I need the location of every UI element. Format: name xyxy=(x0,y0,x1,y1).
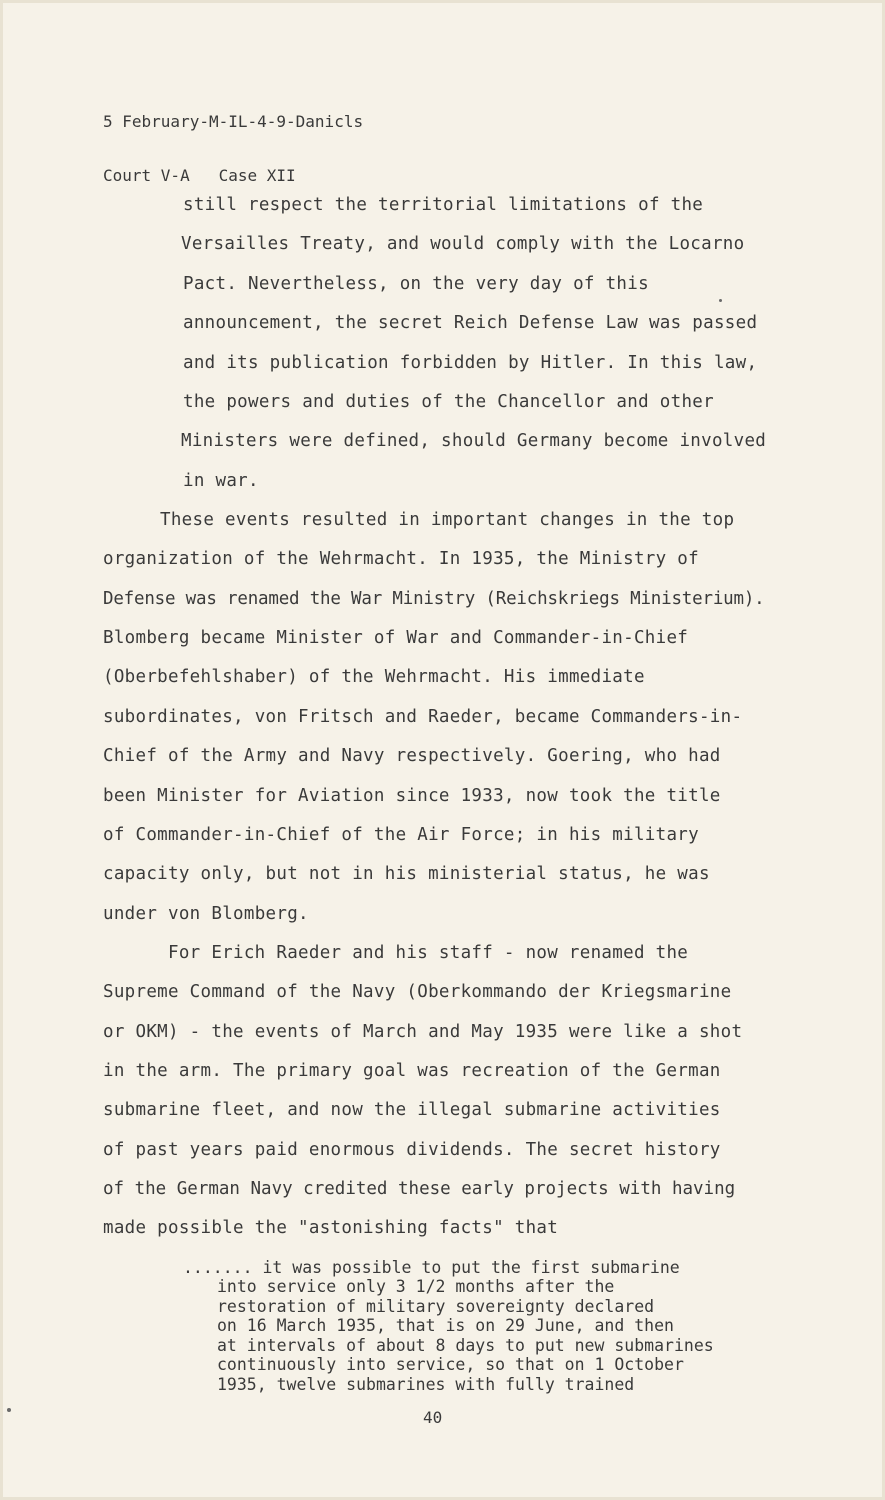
quote-line: on 16 March 1935, that is on 29 June, and then xyxy=(217,1316,674,1335)
body-line: and its publication forbidden by Hitler. In this law, xyxy=(183,353,758,373)
body-line: Blomberg became Minister of War and Commander-in-Chief xyxy=(103,628,689,648)
quote-line: at intervals of about 8 days to put new submarines xyxy=(217,1336,714,1355)
body-line: in war. xyxy=(183,471,259,491)
body-line: Supreme Command of the Navy (Oberkommando der Kriegsmarine xyxy=(103,982,732,1002)
body-line: organization of the Wehrmacht. In 1935, the Ministry of xyxy=(103,549,699,569)
body-line: These events resulted in important changes in the top xyxy=(160,510,735,530)
quote-line: restoration of military sovereignty declared xyxy=(217,1297,655,1316)
quote-line: ....... it was possible to put the first submarine xyxy=(183,1258,680,1277)
body-line: subordinates, von Fritsch and Raeder, became Commanders-in- xyxy=(103,707,743,727)
page-number: 40 xyxy=(423,1408,443,1427)
body-line: announcement, the secret Reich Defense Law was passed xyxy=(183,313,758,333)
body-line: made possible the "astonishing facts" that xyxy=(103,1218,559,1238)
body-line: of Commander-in-Chief of the Air Force; in his military xyxy=(103,825,699,845)
body-line: Ministers were defined, should Germany become involved xyxy=(181,431,767,451)
scan-speck xyxy=(719,299,722,302)
quote-line: into service only 3 1/2 months after the xyxy=(217,1277,615,1296)
body-line: in the arm. The primary goal was recreation of the German xyxy=(103,1061,721,1081)
quote-line: 1935, twelve submarines with fully trained xyxy=(217,1375,635,1394)
body-line: of the German Navy credited these early projects with having xyxy=(103,1179,736,1199)
scan-speck xyxy=(7,1408,11,1412)
body-line: of past years paid enormous dividends. The secret history xyxy=(103,1140,721,1160)
header-court-line: Court V-A Case XII xyxy=(103,166,296,185)
body-line: or OKM) - the events of March and May 1935 were like a shot xyxy=(103,1022,743,1042)
body-line: capacity only, but not in his ministerial status, he was xyxy=(103,864,710,884)
body-line: submarine fleet, and now the illegal submarine activities xyxy=(103,1100,721,1120)
body-line: Chief of the Army and Navy respectively. Goering, who had xyxy=(103,746,721,766)
body-line: been Minister for Aviation since 1933, now took the title xyxy=(103,786,721,806)
quote-line: continuously into service, so that on 1 October xyxy=(217,1355,684,1374)
body-line: still respect the territorial limitations of the xyxy=(183,195,704,215)
body-line: Versailles Treaty, and would comply with the Locarno xyxy=(181,234,745,254)
body-line: under von Blomberg. xyxy=(103,904,309,924)
header-date-line: 5 February-M-IL-4-9-Danicls xyxy=(103,112,364,131)
body-line: Pact. Nevertheless, on the very day of this xyxy=(183,274,649,294)
body-line: Defense was renamed the War Ministry (Reichskriegs Ministerium). xyxy=(103,589,765,609)
body-line: For Erich Raeder and his staff - now renamed the xyxy=(168,943,689,963)
body-line: (Oberbefehlshaber) of the Wehrmacht. His immediate xyxy=(103,667,645,687)
body-line: the powers and duties of the Chancellor and other xyxy=(183,392,714,412)
